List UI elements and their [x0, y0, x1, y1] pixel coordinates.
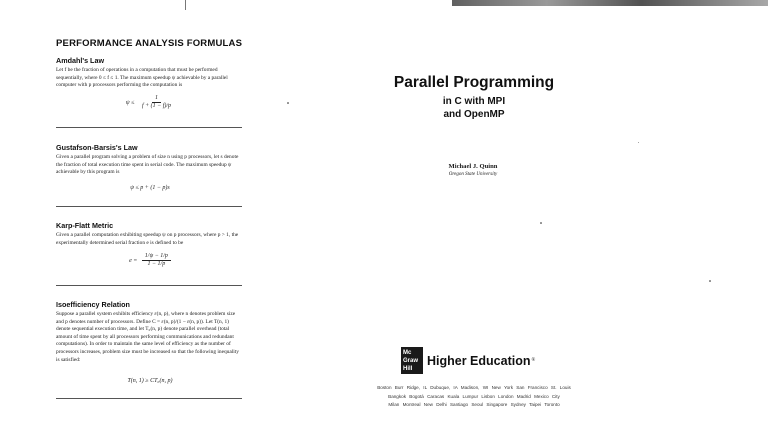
- book-subtitle-line-1: in C with MPI: [442, 96, 506, 107]
- scan-speck: [540, 222, 542, 224]
- isoefficiency-body: Suppose a parallel system exhibits efficiency ε(n, p), where n denotes problem size and p denotes number of processors. Define C = ε(n, p)/(1 − ε(n, p)). Let T(n, 1) denote sequential execution time, and let T₀(n, p) denote parallel overhead (total amount of time spent by all processors performing communications and redundant computations). In order to maintain the same level of efficiency as the number of processors increases, problem size must be increased so that the following inequality is satisfied:: [56, 311, 239, 363]
- isoefficiency-title: Isoefficiency Relation: [56, 300, 130, 309]
- cities-line: Milan Montreal New Delhi Santiago Seoul Singapore Sydney Taipei Toronto: [388, 402, 560, 407]
- amdahl-title: Amdahl's Law: [56, 56, 105, 65]
- book-title: Parallel Programming: [393, 74, 555, 91]
- page-heading: PERFORMANCE ANALYSIS FORMULAS: [56, 38, 243, 49]
- karp-flatt-formula: [100, 253, 200, 268]
- amdahl-fraction: [139, 95, 174, 110]
- scan-speck: [287, 102, 289, 104]
- trademark-symbol: ®: [531, 358, 536, 363]
- scan-speck: [709, 280, 711, 282]
- gustafson-formula: ψ ≤ p + (1 − p)s: [130, 185, 170, 191]
- logo-line-1: Mc: [403, 349, 412, 356]
- logo-line-3: Hill: [403, 365, 413, 372]
- publisher-name: Higher Education: [427, 353, 531, 368]
- amdahl-numerator: 1: [152, 95, 161, 103]
- karp-flatt-denominator: 1 − 1/p: [147, 261, 166, 267]
- section-divider: [56, 398, 242, 399]
- gustafson-body: Given a parallel program solving a problem of size n using p processors, let s denote the fraction of total execution time spent in serial code. The maximum speedup ψ achievable by this program is: [56, 154, 239, 176]
- karp-flatt-numerator: 1/ψ − 1/p: [142, 253, 171, 261]
- karp-flatt-body: Given a parallel computation exhibiting speedup ψ on p processors, where p > 1, the experimentally determined serial fraction e is defined to be: [56, 232, 239, 246]
- section-divider: [56, 127, 242, 128]
- scan-speck: [638, 142, 639, 143]
- book-subtitle-line-2: and OpenMP: [443, 109, 505, 120]
- amdahl-body: Let f be the fraction of operations in a computation that must be performed sequentially, where 0 ≤ f ≤ 1. The maximum speedup ψ achievable by a parallel computer with p processors performing the computation is: [56, 67, 228, 89]
- amdahl-denominator: f + (1 − f)/p: [141, 103, 172, 109]
- logo-line-2: Graw: [403, 357, 419, 364]
- cities-line: Boston Burr Ridge, IL Dubuque, IA Madison, WI New York San Francisco St. Louis: [377, 385, 571, 390]
- karp-flatt-fraction: [142, 253, 171, 268]
- isoefficiency-formula: T(n, 1) ≥ CT₀(n, p): [127, 378, 173, 384]
- karp-flatt-title: Karp-Flatt Metric: [56, 221, 114, 230]
- scan-edge-artifact: [452, 0, 768, 6]
- section-divider: [56, 285, 242, 286]
- publisher-block: [401, 347, 535, 374]
- publisher-cities: [316, 384, 632, 410]
- author-name: Michael J. Quinn: [448, 163, 498, 170]
- gustafson-title: Gustafson-Barsis's Law: [56, 143, 138, 152]
- mcgraw-hill-logo: [401, 347, 423, 374]
- section-divider: [56, 206, 242, 207]
- amdahl-formula-lhs: ψ ≤: [125, 99, 135, 106]
- author-affiliation: Oregon State University: [448, 172, 498, 177]
- amdahl-formula: [100, 95, 200, 110]
- cities-line: Bangkok Bogotá Caracas Kuala Lumpur Lisbon London Madrid Mexico City: [388, 393, 560, 399]
- page-fold-mark: [185, 0, 186, 10]
- karp-flatt-formula-lhs: e =: [129, 257, 138, 264]
